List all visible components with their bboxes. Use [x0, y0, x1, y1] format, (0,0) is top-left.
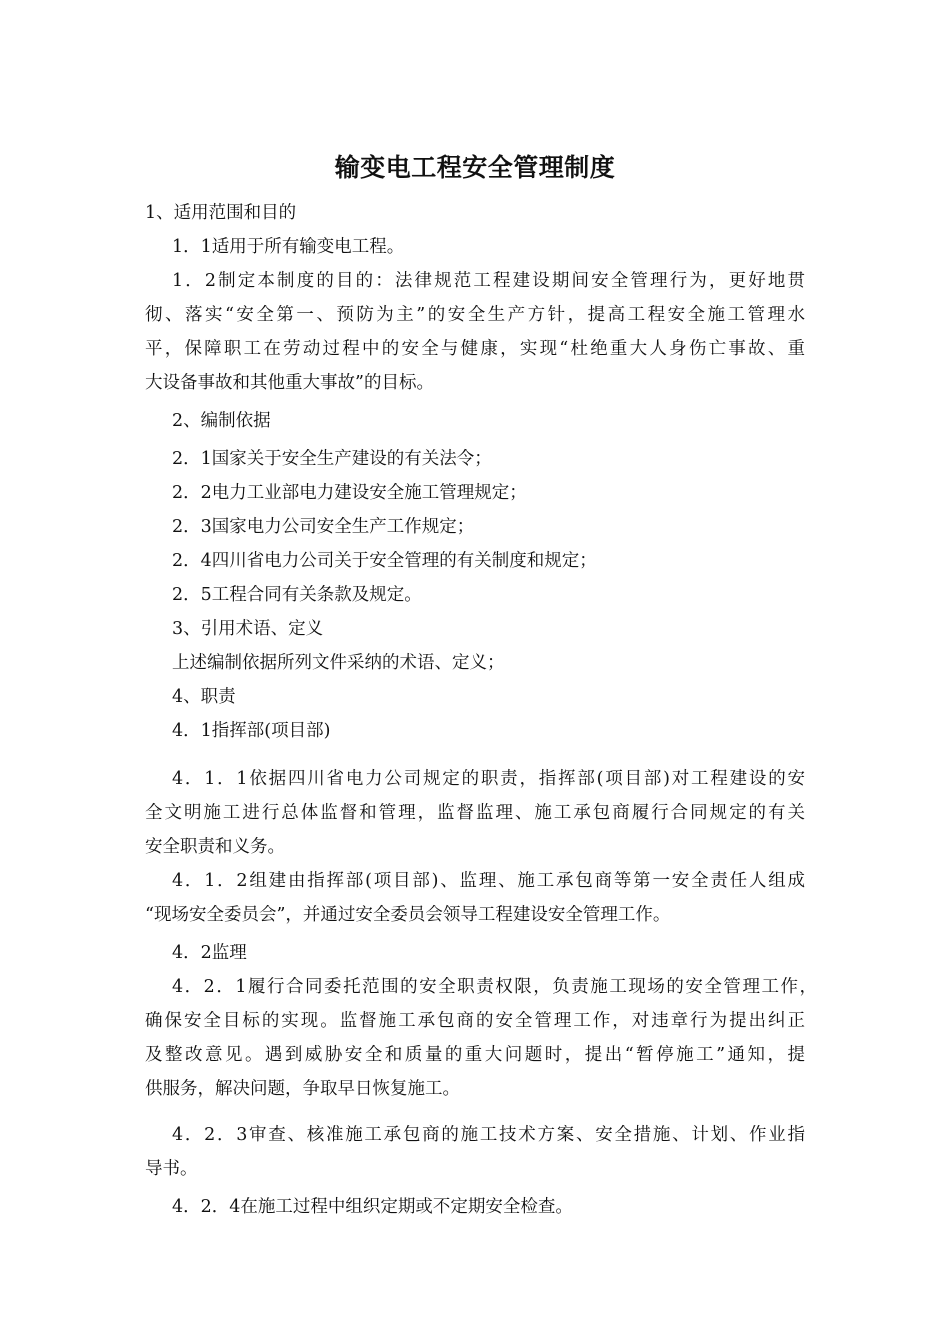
paragraph-line: 彻、落实“安全第一、预防为主”的安全生产方针，提高工程安全施工管理水 — [145, 305, 805, 325]
paragraph-line: 安全职责和义务。 — [145, 837, 285, 857]
paragraph-line: 2．5工程合同有关条款及规定。 — [172, 585, 422, 605]
section-heading-1: 1、适用范围和目的 — [145, 203, 297, 223]
paragraph-line: 4．1．2组建由指挥部(项目部)、监理、施工承包商等第一安全责任人组成 — [172, 871, 805, 891]
paragraph-line: 1．2制定本制度的目的：法律规范工程建设期间安全管理行为，更好地贯 — [172, 271, 805, 291]
document-title: 输变电工程安全管理制度 — [334, 153, 616, 182]
paragraph-line: 2．4四川省电力公司关于安全管理的有关制度和规定； — [172, 551, 597, 571]
section-heading-4: 4、职责 — [172, 687, 236, 707]
subsection-heading: 4．1指挥部(项目部) — [172, 721, 331, 741]
paragraph-line: 2．1国家关于安全生产建设的有关法令； — [172, 449, 492, 469]
paragraph-line: 2．3国家电力公司安全生产工作规定； — [172, 517, 475, 537]
paragraph-line: 大设备事故和其他重大事故”的目标。 — [145, 373, 434, 393]
paragraph-line: 4．2．3审查、核准施工承包商的施工技术方案、安全措施、计划、作业指 — [172, 1125, 805, 1145]
paragraph-line: 4．1．1依据四川省电力公司规定的职责，指挥部(项目部)对工程建设的安 — [172, 769, 805, 789]
paragraph-line: “现场安全委员会”，并通过安全委员会领导工程建设安全管理工作。 — [145, 905, 671, 925]
section-heading-2: 2、编制依据 — [172, 411, 271, 431]
paragraph-line: 全文明施工进行总体监督和管理，监督监理、施工承包商履行合同规定的有关 — [145, 803, 805, 823]
paragraph-line: 上述编制依据所列文件采纳的术语、定义； — [172, 653, 505, 673]
subsection-heading: 4．2监理 — [172, 943, 247, 963]
paragraph-line: 4．2．1履行合同委托范围的安全职责权限，负责施工现场的安全管理工作， — [172, 977, 817, 997]
paragraph-line: 2．2电力工业部电力建设安全施工管理规定； — [172, 483, 527, 503]
paragraph-line: 供服务，解决问题，争取早日恢复施工。 — [145, 1079, 460, 1099]
paragraph-line: 平，保障职工在劳动过程中的安全与健康，实现“杜绝重大人身伤亡事故、重 — [145, 339, 805, 359]
paragraph-line: 1．1适用于所有输变电工程。 — [172, 237, 405, 257]
section-heading-3: 3、引用术语、定义 — [172, 619, 324, 639]
paragraph-line: 导书。 — [145, 1159, 198, 1179]
paragraph-line: 确保安全目标的实现。监督施工承包商的安全管理工作，对违章行为提出纠正 — [145, 1011, 805, 1031]
paragraph-line: 及整改意见。遇到威胁安全和质量的重大问题时，提出“暂停施工”通知，提 — [145, 1045, 805, 1065]
paragraph-line: 4．2．4在施工过程中组织定期或不定期安全检查。 — [172, 1197, 573, 1217]
